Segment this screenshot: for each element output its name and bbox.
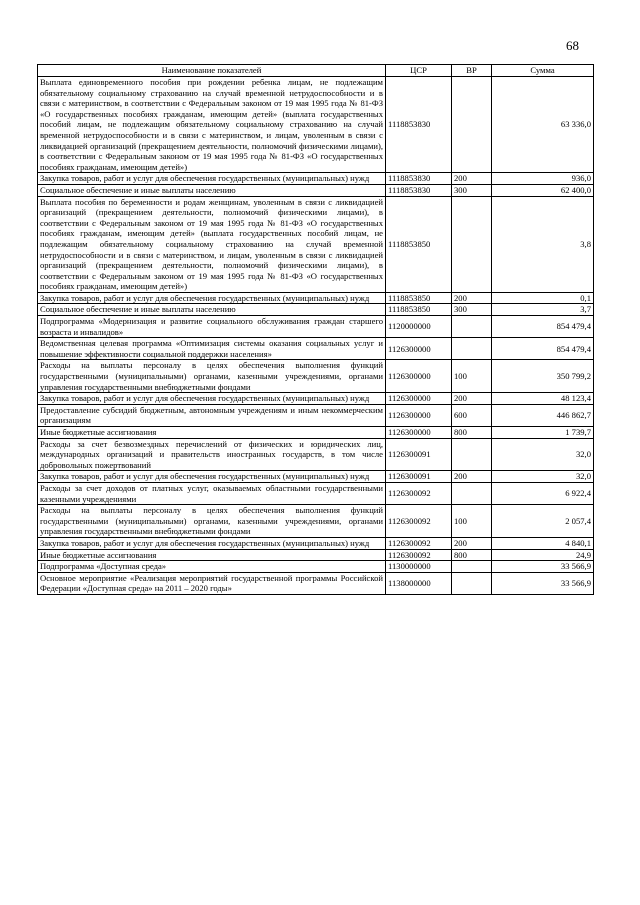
row-sum: 6 922,4: [492, 482, 594, 504]
row-name: Подпрограмма «Доступная среда»: [38, 561, 386, 573]
row-vr: 300: [452, 304, 492, 316]
row-name: Предоставление субсидий бюджетным, автономным учреждениям и иным некоммерческим организациям: [38, 404, 386, 426]
row-name: Закупка товаров, работ и услуг для обеспечения государственных (муниципальных) нужд: [38, 292, 386, 304]
row-code: 1126300000: [386, 338, 452, 360]
row-name: Закупка товаров, работ и услуг для обеспечения государственных (муниципальных) нужд: [38, 393, 386, 405]
table-row: [38, 561, 594, 573]
row-name: Социальное обеспечение и иные выплаты населению: [38, 184, 386, 196]
header-vr: ВР: [452, 65, 492, 77]
row-code: 1118853850: [386, 304, 452, 316]
row-vr: 200: [452, 173, 492, 185]
table-row: [38, 173, 594, 185]
row-code: 1126300000: [386, 404, 452, 426]
row-code: 1126300000: [386, 393, 452, 405]
row-vr: 800: [452, 427, 492, 439]
row-name: Расходы за счет безвозмездных перечислений от физических и юридических лиц, международных организаций и правительств иностранных государств, в том числе добровольных пожертвований: [38, 438, 386, 471]
table-row: [38, 427, 594, 439]
row-vr: [452, 572, 492, 594]
row-sum: 32,0: [492, 438, 594, 471]
header-code: ЦСР: [386, 65, 452, 77]
row-name: Основное мероприятие «Реализация мероприятий государственной программы Российской Федерации «Доступная среда» на 2011 – 2020 годы»: [38, 572, 386, 594]
row-sum: 446 862,7: [492, 404, 594, 426]
row-name: Подпрограмма «Модернизация и развитие социального обслуживания граждан старшего возраста и инвалидов»: [38, 316, 386, 338]
row-name: Расходы на выплаты персоналу в целях обеспечения выполнения функций государственными (муниципальными) органами, казенными учреждениями, органами управления государственными внебюджетными фондами: [38, 360, 386, 393]
row-vr: 200: [452, 537, 492, 549]
row-code: 1118853830: [386, 184, 452, 196]
row-code: 1126300091: [386, 438, 452, 471]
table-row: [38, 292, 594, 304]
row-name: Выплата пособия по беременности и родам женщинам, уволенным в связи с ликвидацией организаций (прекращением деятельности, полномочий физическими лицами), в соответствии с Федеральным законом от 19 мая 1995 года № 81-ФЗ «О государственных пособиях гражданам, имеющим детей» (выплата государственных пособий лицам, не подлежащим обязательному социальному страхованию на случай временной нетрудоспособности и в связи с материнством, и лицам, уволенным в связи с ликвидацией организаций (прекращением деятельности, полномочий физическими лицами), в соответствии с Федеральным законом от 19 мая 1995 года № 81-ФЗ «О государственных пособиях гражданам, имеющим детей»): [38, 196, 386, 292]
page-number: 68: [566, 38, 579, 53]
row-sum: 936,0: [492, 173, 594, 185]
row-code: 1126300000: [386, 427, 452, 439]
row-vr: 200: [452, 292, 492, 304]
row-sum: 854 479,4: [492, 316, 594, 338]
row-name: Социальное обеспечение и иные выплаты населению: [38, 304, 386, 316]
row-vr: 100: [452, 360, 492, 393]
row-sum: 3,8: [492, 196, 594, 292]
row-name: Закупка товаров, работ и услуг для обеспечения государственных (муниципальных) нужд: [38, 471, 386, 483]
row-sum: 33 566,9: [492, 561, 594, 573]
row-sum: 24,9: [492, 549, 594, 561]
row-vr: [452, 338, 492, 360]
header-name: Наименование показателей: [38, 65, 386, 77]
table-row: [38, 471, 594, 483]
table-row: [38, 304, 594, 316]
row-name: Расходы на выплаты персоналу в целях обеспечения выполнения функций государственными (муниципальными) органами, казенными учреждениями, органами управления государственными внебюджетными фондами: [38, 505, 386, 538]
table-row: [38, 505, 594, 538]
row-code: 1118853830: [386, 173, 452, 185]
row-sum: 4 840,1: [492, 537, 594, 549]
row-sum: 1 739,7: [492, 427, 594, 439]
row-vr: 200: [452, 393, 492, 405]
row-code: 1138000000: [386, 572, 452, 594]
row-sum: 2 057,4: [492, 505, 594, 538]
table-row: [38, 393, 594, 405]
row-sum: 63 336,0: [492, 77, 594, 173]
table-row: [38, 196, 594, 292]
row-sum: 0,1: [492, 292, 594, 304]
row-name: Выплата единовременного пособия при рождении ребенка лицам, не подлежащим обязательному социальному страхованию на случай временной нетрудоспособности и в связи с материнством, в соответствии с Федеральным законом от 19 мая 1995 года № 81-ФЗ «О государственных пособиях гражданам, имеющим детей» (выплата государственных пособий лицам, не подлежащим обязательному социальному страхованию на случай временной нетрудоспособности и в связи с материнством, и лицам, уволенным в связи с ликвидацией организаций (прекращением деятельности, полномочий физическими лицами), в соответствии с Федеральным законом от 19 мая 1995 года № 81-ФЗ «О государственных пособиях гражданам, имеющим детей»): [38, 77, 386, 173]
row-sum: 62 400,0: [492, 184, 594, 196]
row-name: Иные бюджетные ассигнования: [38, 427, 386, 439]
table-header-row: [38, 65, 594, 77]
table-row: [38, 77, 594, 173]
row-vr: 100: [452, 505, 492, 538]
row-vr: 800: [452, 549, 492, 561]
row-code: 1118853830: [386, 77, 452, 173]
row-code: 1126300092: [386, 482, 452, 504]
row-name: Закупка товаров, работ и услуг для обеспечения государственных (муниципальных) нужд: [38, 173, 386, 185]
row-sum: 3,7: [492, 304, 594, 316]
row-vr: [452, 316, 492, 338]
table-row: [38, 438, 594, 471]
table-row: [38, 360, 594, 393]
row-code: 1126300092: [386, 549, 452, 561]
table-row: [38, 572, 594, 594]
row-sum: 854 479,4: [492, 338, 594, 360]
row-vr: [452, 438, 492, 471]
row-code: 1120000000: [386, 316, 452, 338]
row-vr: 300: [452, 184, 492, 196]
table-row: [38, 549, 594, 561]
header-sum: Сумма: [492, 65, 594, 77]
table-row: [38, 537, 594, 549]
row-sum: 33 566,9: [492, 572, 594, 594]
row-code: 1118853850: [386, 292, 452, 304]
row-code: 1130000000: [386, 561, 452, 573]
budget-table: [37, 64, 594, 595]
row-code: 1118853850: [386, 196, 452, 292]
row-sum: 32,0: [492, 471, 594, 483]
row-vr: 200: [452, 471, 492, 483]
row-name: Закупка товаров, работ и услуг для обеспечения государственных (муниципальных) нужд: [38, 537, 386, 549]
row-vr: [452, 482, 492, 504]
table-row: [38, 338, 594, 360]
table-row: [38, 482, 594, 504]
row-vr: [452, 196, 492, 292]
row-vr: [452, 561, 492, 573]
table-row: [38, 184, 594, 196]
table-row: [38, 404, 594, 426]
row-name: Иные бюджетные ассигнования: [38, 549, 386, 561]
row-sum: 48 123,4: [492, 393, 594, 405]
row-name: Расходы за счет доходов от платных услуг, оказываемых областными государственными казенными учреждениями: [38, 482, 386, 504]
table-row: [38, 316, 594, 338]
row-code: 1126300092: [386, 537, 452, 549]
row-sum: 350 799,2: [492, 360, 594, 393]
row-code: 1126300092: [386, 505, 452, 538]
row-name: Ведомственная целевая программа «Оптимизация системы оказания социальных услуг и повышение эффективности социальной поддержки населения»: [38, 338, 386, 360]
row-code: 1126300000: [386, 360, 452, 393]
row-vr: [452, 77, 492, 173]
row-code: 1126300091: [386, 471, 452, 483]
row-vr: 600: [452, 404, 492, 426]
